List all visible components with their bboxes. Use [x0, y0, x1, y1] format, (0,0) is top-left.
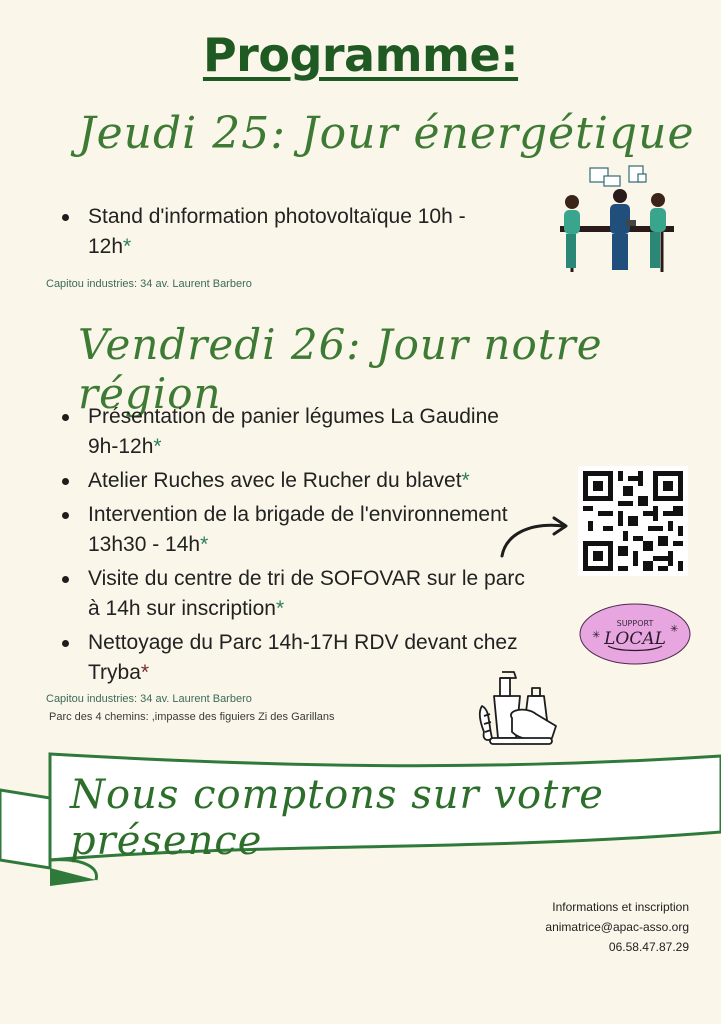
- contact-email[interactable]: animatrice@apac-asso.org: [545, 920, 689, 934]
- day2-list: [48, 402, 528, 692]
- day1-heading: Jeudi 25: Jour énergétique: [78, 108, 695, 159]
- contact-block: [545, 897, 689, 957]
- svg-text:✳: ✳: [592, 630, 601, 641]
- qr-code-icon[interactable]: [578, 466, 688, 576]
- list-item: Stand d'information photovoltaïque 10h - 12h*: [48, 202, 488, 262]
- asterisk: *: [461, 469, 470, 492]
- svg-text:✳: ✳: [670, 624, 679, 635]
- day2-heading: Vendredi 26: Jour notre région: [78, 320, 603, 418]
- list-item: Présentation de panier légumes La Gaudine 9h-12h*: [48, 402, 528, 462]
- list-item: Intervention de la brigade de l'environnement 13h30 - 14h*: [48, 500, 528, 560]
- meeting-illustration-icon: [552, 160, 682, 278]
- arrow-right-icon: [496, 512, 576, 562]
- badge-line1: SUPPORT: [616, 619, 654, 628]
- list-item: Atelier Ruches avec le Rucher du blavet*: [48, 466, 528, 496]
- contact-label: Informations et inscription: [552, 900, 689, 914]
- day1-list: [48, 202, 488, 266]
- day2-address-1: Capitou industries: 34 av. Laurent Barbero: [46, 693, 252, 705]
- contact-phone[interactable]: 06.58.47.87.29: [608, 940, 689, 954]
- list-item: Visite du centre de tri de SOFOVAR sur le parc à 14h sur inscription*: [48, 564, 528, 624]
- asterisk: *: [153, 435, 162, 458]
- asterisk: *: [275, 597, 285, 620]
- asterisk: *: [140, 661, 150, 684]
- day1-address: Capitou industries: 34 av. Laurent Barbero: [46, 278, 252, 290]
- day2-address-2: Parc des 4 chemins: ,impasse des figuiers Zi des Garillans: [49, 711, 335, 723]
- support-local-badge: [578, 602, 692, 666]
- cleaning-supplies-icon: [476, 666, 562, 748]
- banner-text: Nous comptons sur votre présence: [70, 772, 604, 864]
- page-title: Programme:: [202, 28, 519, 82]
- badge-line2: LOCAL: [604, 629, 666, 649]
- asterisk: *: [200, 533, 209, 556]
- list-item: Nettoyage du Parc 14h-17H RDV devant chez Tryba*: [48, 628, 528, 688]
- asterisk: *: [123, 235, 132, 258]
